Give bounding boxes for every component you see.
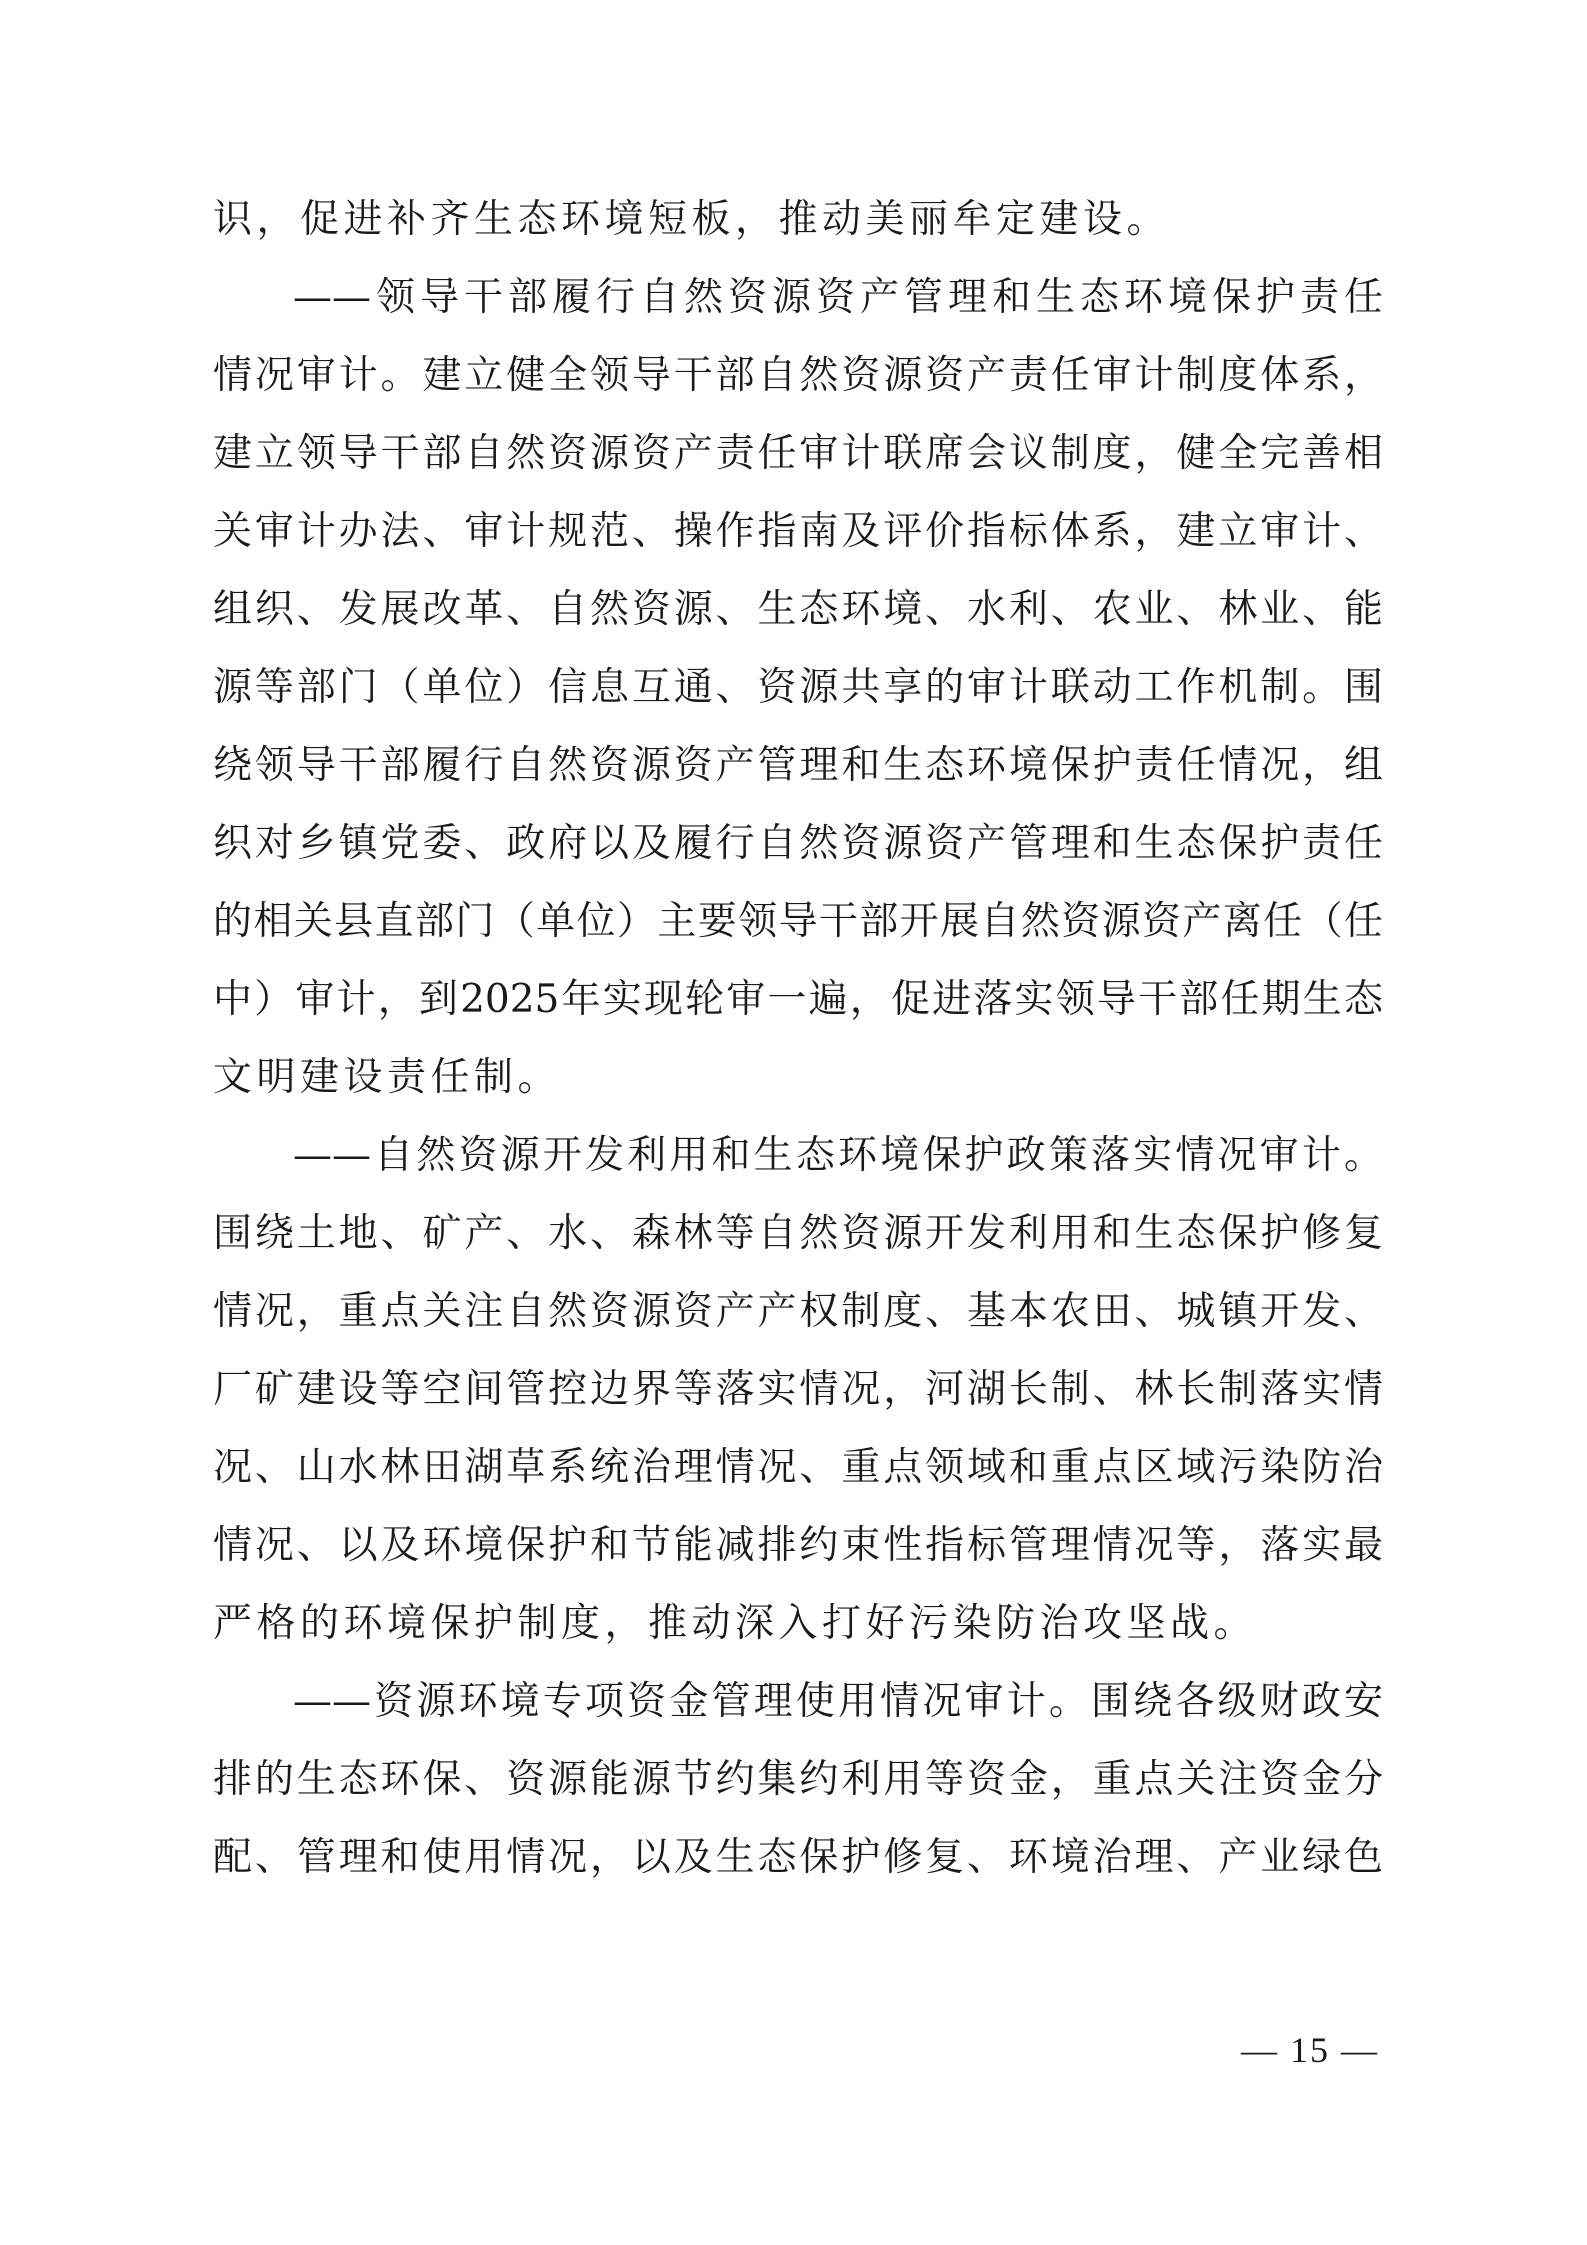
- text-line: 建立领导干部自然资源资产责任审计联席会议制度，健全完善相: [213, 431, 1383, 476]
- text-line: 源等部门（单位）信息互通、资源共享的审计联动工作机制。围: [213, 665, 1383, 710]
- text-line: 文明建设责任制。: [213, 1055, 562, 1100]
- text-line: 配、管理和使用情况，以及生态保护修复、环境治理、产业绿色: [213, 1835, 1383, 1880]
- section-heading-line: ——资源环境专项资金管理使用情况审计。围绕各级财政安: [293, 1679, 1383, 1724]
- text-line: 组织、发展改革、自然资源、生态环境、水利、农业、林业、能: [213, 587, 1383, 632]
- section-heading-line: ——自然资源开发利用和生态环境保护政策落实情况审计。: [293, 1133, 1383, 1178]
- text-line: 围绕土地、矿产、水、森林等自然资源开发利用和生态保护修复: [213, 1211, 1383, 1256]
- text-line: 的相关县直部门（单位）主要领导干部开展自然资源资产离任（任: [213, 899, 1383, 944]
- text-line: 排的生态环保、资源能源节约集约利用等资金，重点关注资金分: [213, 1757, 1383, 1802]
- section-heading-line: ——领导干部履行自然资源资产管理和生态环境保护责任: [293, 275, 1383, 320]
- text-line: 情况审计。建立健全领导干部自然资源资产责任审计制度体系，: [213, 353, 1383, 398]
- text-line: 况、山水林田湖草系统治理情况、重点领域和重点区域污染防治: [213, 1445, 1383, 1490]
- page-number: — 15 —: [1241, 2030, 1379, 2070]
- text-line: 织对乡镇党委、政府以及履行自然资源资产管理和生态保护责任: [213, 821, 1383, 866]
- text-line: 关审计办法、审计规范、操作指南及评价指标体系，建立审计、: [213, 509, 1383, 554]
- text-line: 绕领导干部履行自然资源资产管理和生态环境保护责任情况，组: [213, 743, 1383, 788]
- text-line: 中）审计，到2025年实现轮审一遍，促进落实领导干部任期生态: [213, 977, 1383, 1022]
- text-line: 厂矿建设等空间管控边界等落实情况，河湖长制、林长制落实情: [213, 1367, 1383, 1412]
- text-line: 情况，重点关注自然资源资产产权制度、基本农田、城镇开发、: [213, 1289, 1383, 1334]
- text-line: 情况、以及环境保护和节能减排约束性指标管理情况等，落实最: [213, 1523, 1383, 1568]
- text-line: 识，促进补齐生态环境短板，推动美丽牟定建设。: [213, 197, 1171, 242]
- text-line: 严格的环境保护制度，推动深入打好污染防治攻坚战。: [213, 1601, 1258, 1646]
